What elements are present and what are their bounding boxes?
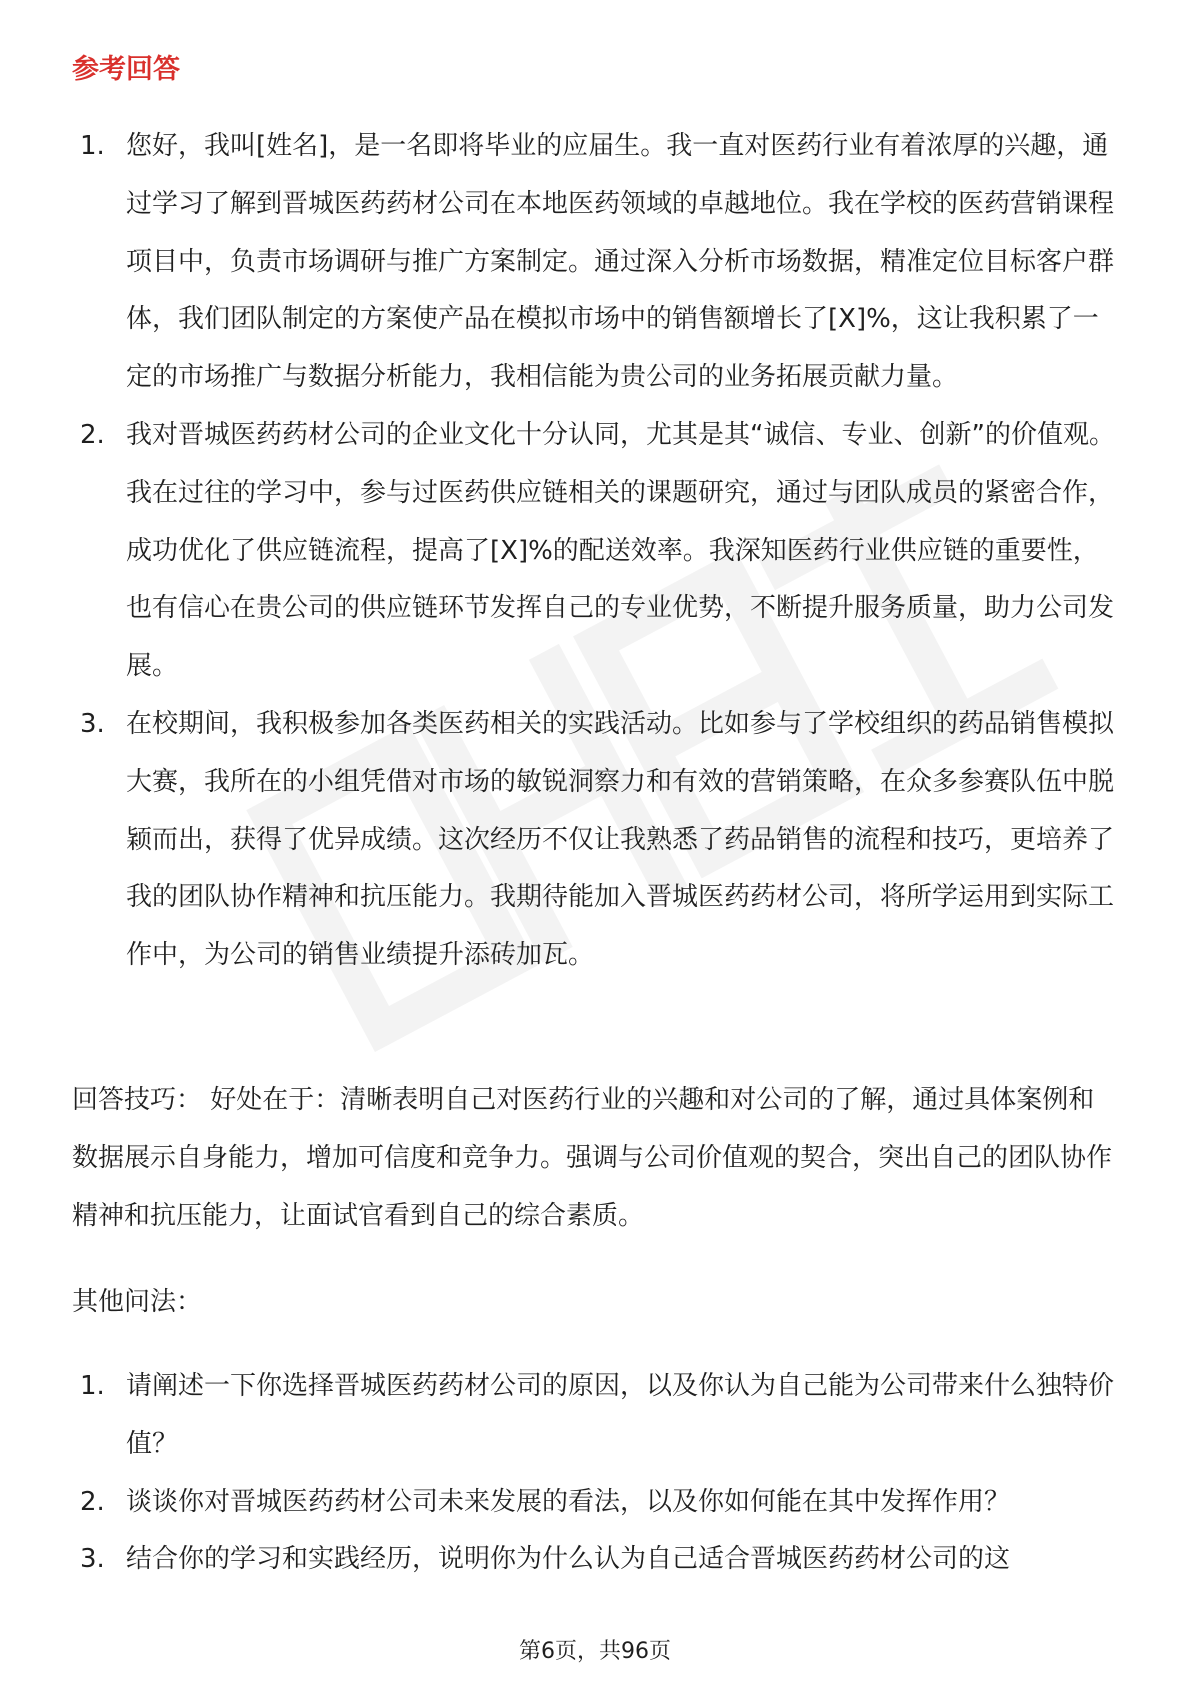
question-text: 结合你的学习和实践经历，说明你为什么认为自己适合晋城医药药材公司的这 bbox=[126, 1544, 1011, 1575]
answer-text: 我对晋城医药药材公司的企业文化十分认同，尤其是其“诚信、专业、创新”的价值观。我在过往的学习中，参与过医药供应链相关的课题研究，通过与团队成员的紧密合作，成功优化了供应链流程，提高了[X]%的配送效率。我深知医药行业供应链的重要性，也有信心在贵公司的供应链环节发挥自己的专业优势，不断提升服务质量，助力公司发展。 bbox=[126, 419, 1115, 682]
answer-tips: 回答技巧： 好处在于：清晰表明自己对医药行业的兴趣和对公司的了解，通过具体案例和数据展示自身能力，增加可信度和竞争力。强调与公司价值观的契合，突出自己的团队协作精神和抗压能力，让面试官看到自己的综合素质。 bbox=[72, 1085, 1113, 1231]
other-questions-label: 其他问法： bbox=[72, 1287, 203, 1317]
answer-item-2 bbox=[80, 407, 1120, 696]
other-question-item-3 bbox=[80, 1531, 1120, 1589]
answer-text: 在校期间，我积极参加各类医药相关的实践活动。比如参与了学校组织的药品销售模拟大赛，我所在的小组凭借对市场的敏锐洞察力和有效的营销策略，在众多参赛队伍中脱颖而出，获得了优异成绩。这次经历不仅让我熟悉了药品销售的流程和技巧，更培养了我的团队协作精神和抗压能力。我期待能加入晋城医药药材公司，将所学运用到实际工作中，为公司的销售业绩提升添砖加瓦。 bbox=[126, 708, 1115, 971]
list-number: 2. bbox=[80, 419, 105, 450]
list-number: 3. bbox=[80, 1544, 105, 1575]
answer-item-3 bbox=[80, 696, 1120, 985]
list-number: 1. bbox=[80, 131, 105, 161]
other-question-item-2 bbox=[80, 1474, 1120, 1532]
other-question-item-1 bbox=[80, 1358, 1120, 1474]
answer-list bbox=[80, 118, 1120, 985]
answer-item-1 bbox=[80, 118, 1120, 407]
page-footer: 第6页，共96页 bbox=[519, 1639, 671, 1664]
list-number: 3. bbox=[80, 708, 105, 739]
list-number: 1. bbox=[80, 1371, 105, 1401]
list-number: 2. bbox=[80, 1486, 105, 1517]
question-text: 谈谈你对晋城医药药材公司未来发展的看法，以及你如何能在其中发挥作用？ bbox=[126, 1486, 1011, 1517]
question-text: 请阐述一下你选择晋城医药药材公司的原因，以及你认为自己能为公司带来什么独特价值？ bbox=[126, 1371, 1115, 1459]
section-heading: 参考回答 bbox=[72, 54, 180, 85]
other-questions-list bbox=[80, 1358, 1120, 1589]
answer-text: 您好，我叫[姓名]，是一名即将毕业的应届生。我一直对医药行业有着浓厚的兴趣，通过学习了解到晋城医药药材公司在本地医药领域的卓越地位。我在学校的医药营销课程项目中，负责市场调研与推广方案制定。通过深入分析市场数据，精准定位目标客户群体，我们团队制定的方案使产品在模拟市场中的销售额增长了[X]%，这让我积累了一定的市场推广与数据分析能力，我相信能为贵公司的业务拓展贡献力量。 bbox=[126, 131, 1115, 393]
